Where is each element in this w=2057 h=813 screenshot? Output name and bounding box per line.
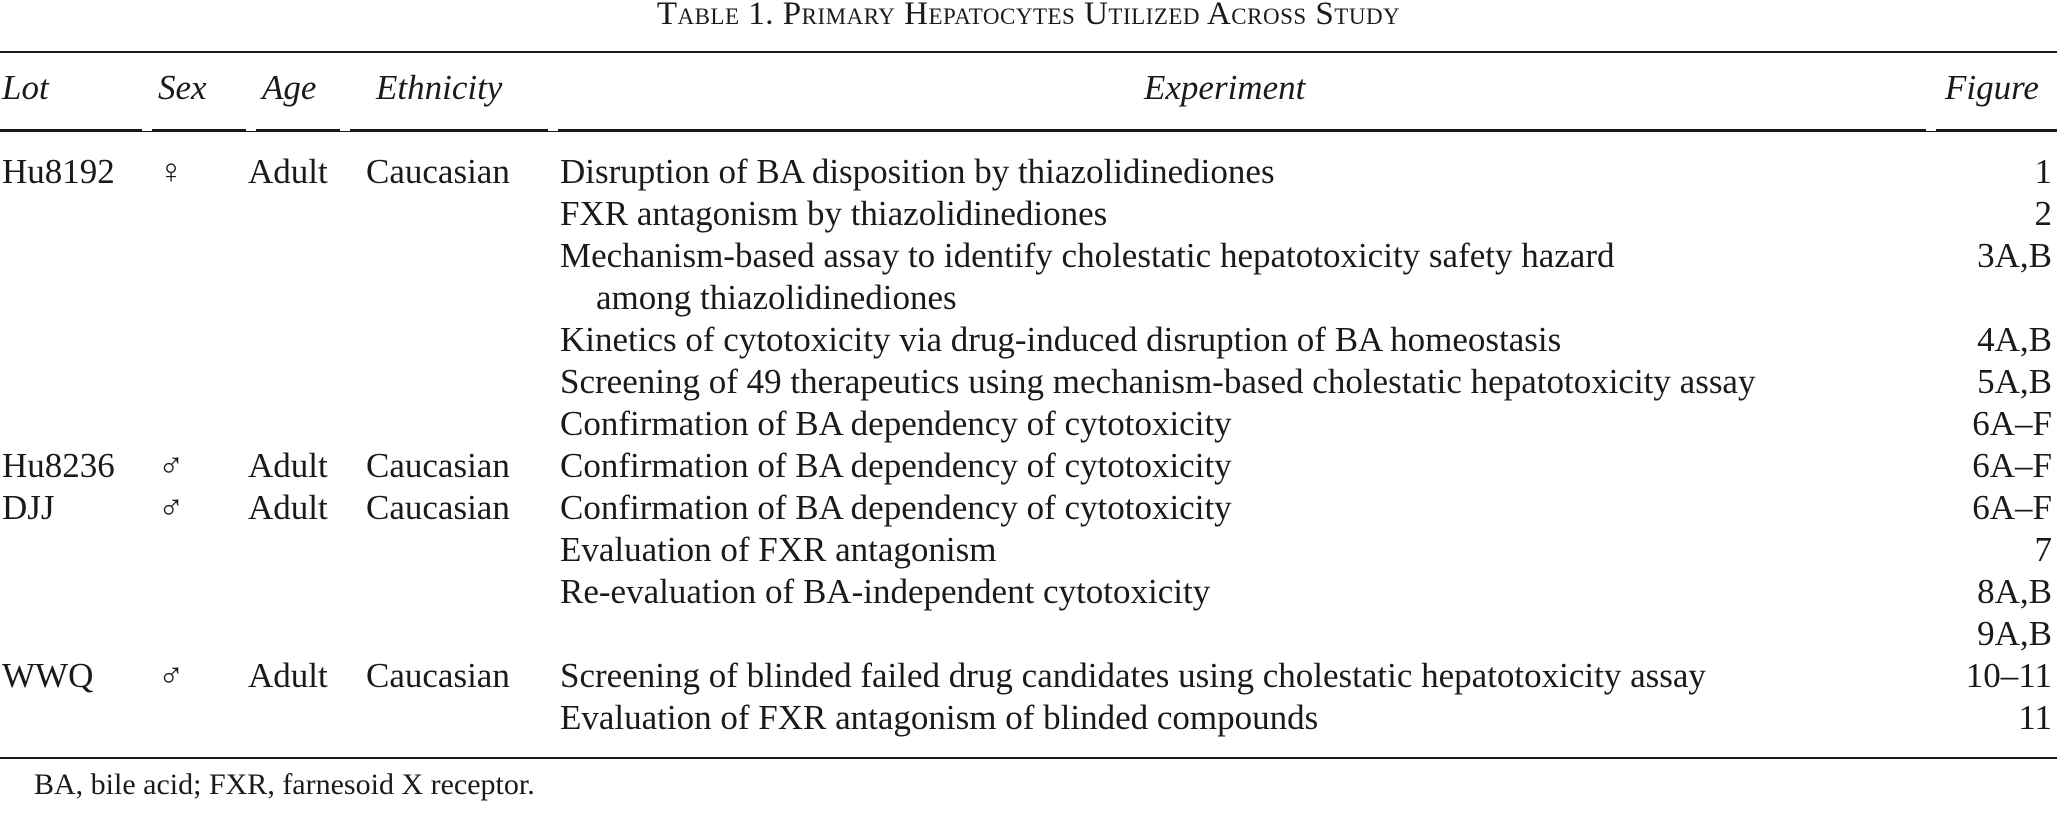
header-age: Age (262, 68, 317, 107)
cell-figure: 11 (2018, 698, 2052, 737)
cell-sex: ♂ (158, 446, 185, 485)
cell-experiment: Screening of blinded failed drug candidates using cholestatic hepatotoxicity assay (560, 656, 1706, 695)
cell-age: Adult (248, 152, 328, 191)
cell-experiment: Evaluation of FXR antagonism (560, 530, 997, 569)
cell-experiment: Mechanism-based assay to identify cholestatic hepatotoxicity safety hazard (560, 236, 1615, 275)
header-ethnicity: Ethnicity (376, 68, 503, 107)
cell-ethnicity: Caucasian (366, 656, 510, 695)
cell-figure: 10–11 (1965, 656, 2052, 695)
cell-figure: 2 (2034, 194, 2052, 233)
cell-figure: 6A–F (1972, 446, 2052, 485)
cell-lot: Hu8192 (2, 152, 115, 191)
cell-experiment: Re-evaluation of BA-independent cytotoxicity (560, 572, 1211, 611)
cell-lot: DJJ (2, 488, 55, 527)
cell-ethnicity: Caucasian (366, 488, 510, 527)
cell-figure: 8A,B (1977, 572, 2052, 611)
header-rule (0, 131, 2057, 132)
header-figure: Figure (1945, 68, 2039, 107)
bottom-rule (0, 757, 2057, 759)
cell-figure: 9A,B (1977, 614, 2052, 653)
cell-experiment: Confirmation of BA dependency of cytotoxicity (560, 404, 1232, 443)
cell-experiment: Confirmation of BA dependency of cytotoxicity (560, 488, 1232, 527)
cell-figure: 1 (2034, 152, 2052, 191)
cell-figure: 7 (2034, 530, 2052, 569)
cell-lot: Hu8236 (2, 446, 115, 485)
cell-experiment: Disruption of BA disposition by thiazolidinediones (560, 152, 1275, 191)
cell-figure: 4A,B (1977, 320, 2052, 359)
cell-figure: 5A,B (1977, 362, 2052, 401)
header-sex: Sex (158, 68, 207, 107)
cell-experiment: Kinetics of cytotoxicity via drug-induced disruption of BA homeostasis (560, 320, 1562, 359)
cell-age: Adult (248, 446, 328, 485)
header-experiment: Experiment (1144, 68, 1306, 107)
cell-age: Adult (248, 656, 328, 695)
cell-ethnicity: Caucasian (366, 152, 510, 191)
cell-sex: ♂ (158, 656, 185, 695)
cell-experiment: Screening of 49 therapeutics using mechanism-based cholestatic hepatotoxicity assay (560, 362, 1756, 401)
cell-sex: ♂ (158, 488, 185, 527)
top-rule (0, 51, 2057, 53)
cell-sex: ♀ (158, 152, 185, 191)
header-lot: Lot (2, 68, 49, 107)
cell-experiment: among thiazolidinediones (596, 278, 957, 317)
cell-lot: WWQ (2, 656, 94, 695)
cell-figure: 6A–F (1972, 404, 2052, 443)
table-footnote: BA, bile acid; FXR, farnesoid X receptor. (34, 768, 535, 801)
cell-experiment: FXR antagonism by thiazolidinediones (560, 194, 1108, 233)
cell-experiment: Confirmation of BA dependency of cytotoxicity (560, 446, 1232, 485)
cell-experiment: Evaluation of FXR antagonism of blinded compounds (560, 698, 1319, 737)
table-caption: Table 1. Primary Hepatocytes Utilized Across Study (656, 0, 1401, 32)
cell-figure: 6A–F (1972, 488, 2052, 527)
cell-age: Adult (248, 488, 328, 527)
cell-figure: 3A,B (1977, 236, 2052, 275)
cell-ethnicity: Caucasian (366, 446, 510, 485)
